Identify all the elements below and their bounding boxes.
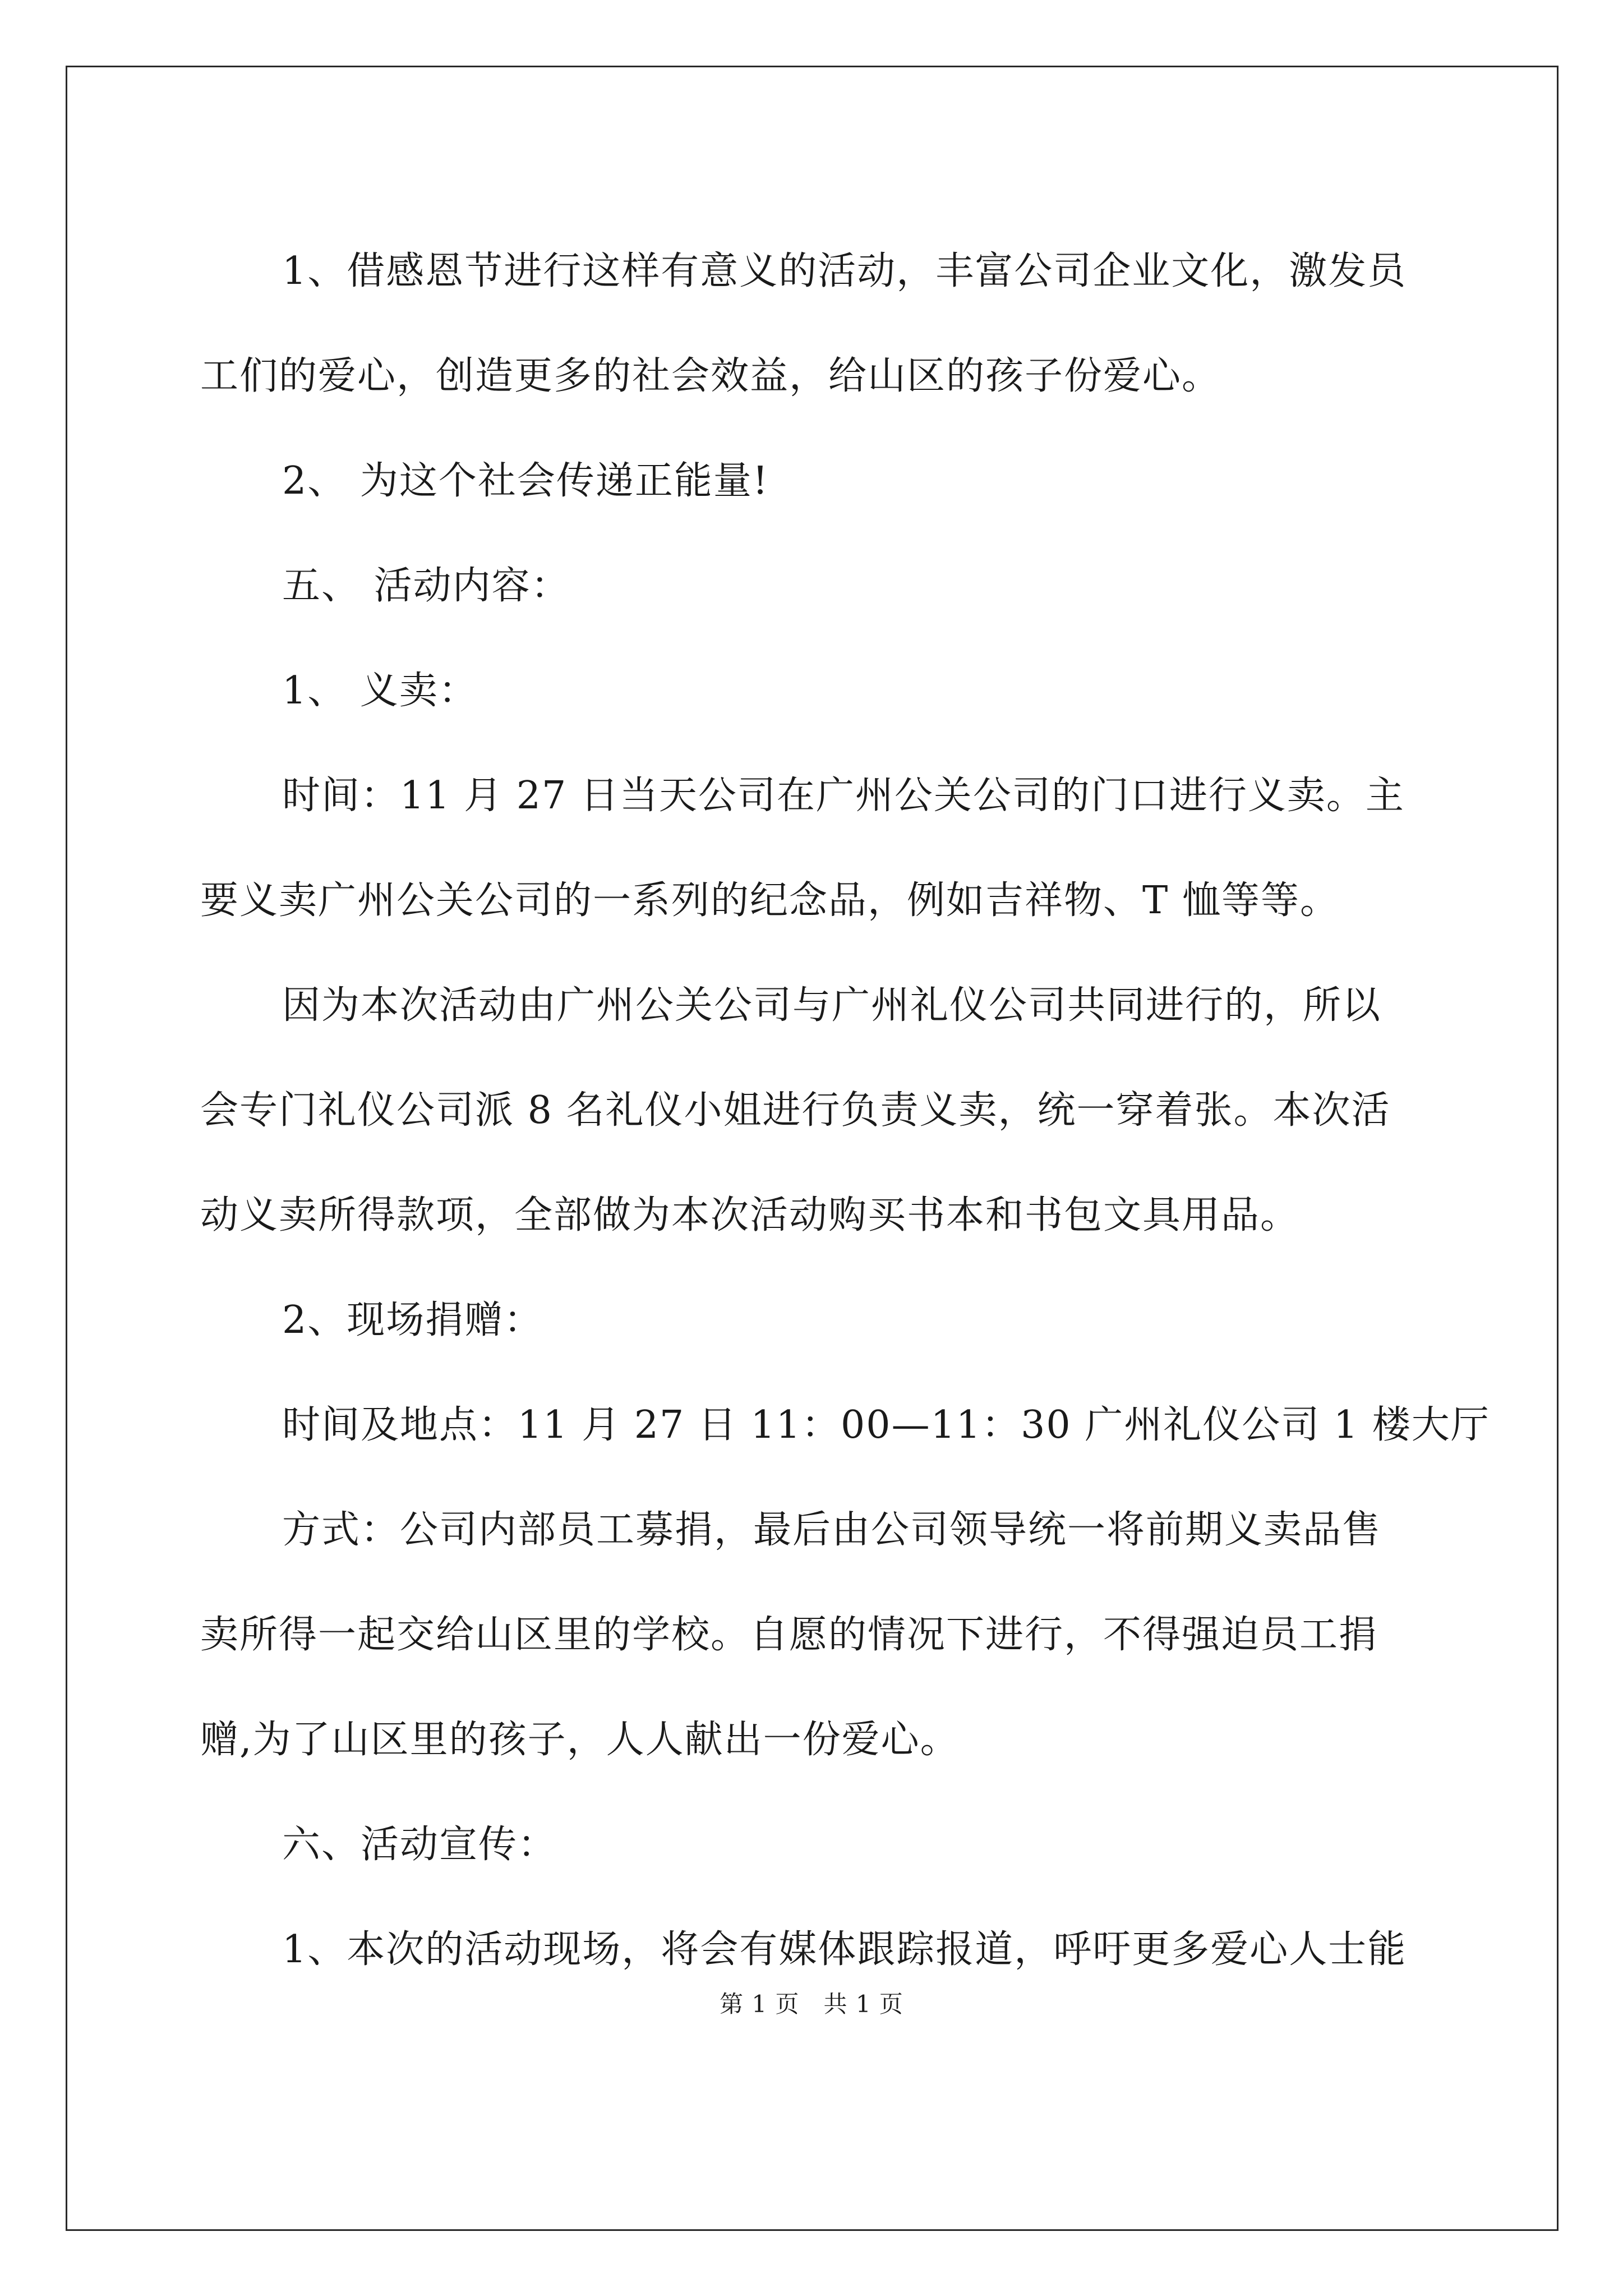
subsection-heading: 1、 义卖： [282, 669, 478, 713]
paragraph-line: 1、借感恩节进行这样有意义的活动，丰富公司企业文化，激发员 [282, 249, 1407, 293]
paragraph-line: 要义卖广州公关公司的一系列的纪念品，例如吉祥物、T 恤等等。 [200, 878, 1339, 923]
paragraph-line: 2、 为这个社会传递正能量! [282, 459, 769, 503]
page-number-footer: 第 1 页 共 1 页 [720, 1990, 903, 2018]
section-heading: 五、 活动内容： [282, 564, 570, 608]
paragraph-line: 1、本次的活动现场，将会有媒体跟踪报道，呼吁更多爱心人士能 [282, 1927, 1407, 1972]
paragraph-line: 会专门礼仪公司派 8 名礼仪小姐进行负责义卖，统一穿着张。本次活 [200, 1088, 1391, 1133]
paragraph-line: 动义卖所得款项，全部做为本次活动购买书本和书包文具用品。 [200, 1193, 1300, 1237]
paragraph-line: 方式：公司内部员工募捐，最后由公司领导统一将前期义卖品售 [282, 1508, 1382, 1552]
subsection-heading: 2、现场捐赠： [282, 1298, 543, 1342]
paragraph-line: 卖所得一起交给山区里的学校。自愿的情况下进行，不得强迫员工捐 [200, 1613, 1378, 1657]
document-body [200, 219, 1490, 2002]
paragraph-line: 时间及地点：11 月 27 日 11：00—11：30 广州礼仪公司 1 楼大厅 [282, 1403, 1490, 1447]
paragraph-line: 赠,为了山区里的孩子，人人献出一份爱心。 [200, 1718, 960, 1762]
paragraph-line: 时间：11 月 27 日当天公司在广州公关公司的门口进行义卖。主 [282, 774, 1405, 818]
section-heading: 六、活动宣传： [282, 1823, 557, 1867]
paragraph-line: 因为本次活动由广州公关公司与广州礼仪公司共同进行的，所以 [282, 983, 1382, 1028]
paragraph-line: 工们的爱心，创造更多的社会效益，给山区的孩子份爱心。 [200, 354, 1221, 398]
